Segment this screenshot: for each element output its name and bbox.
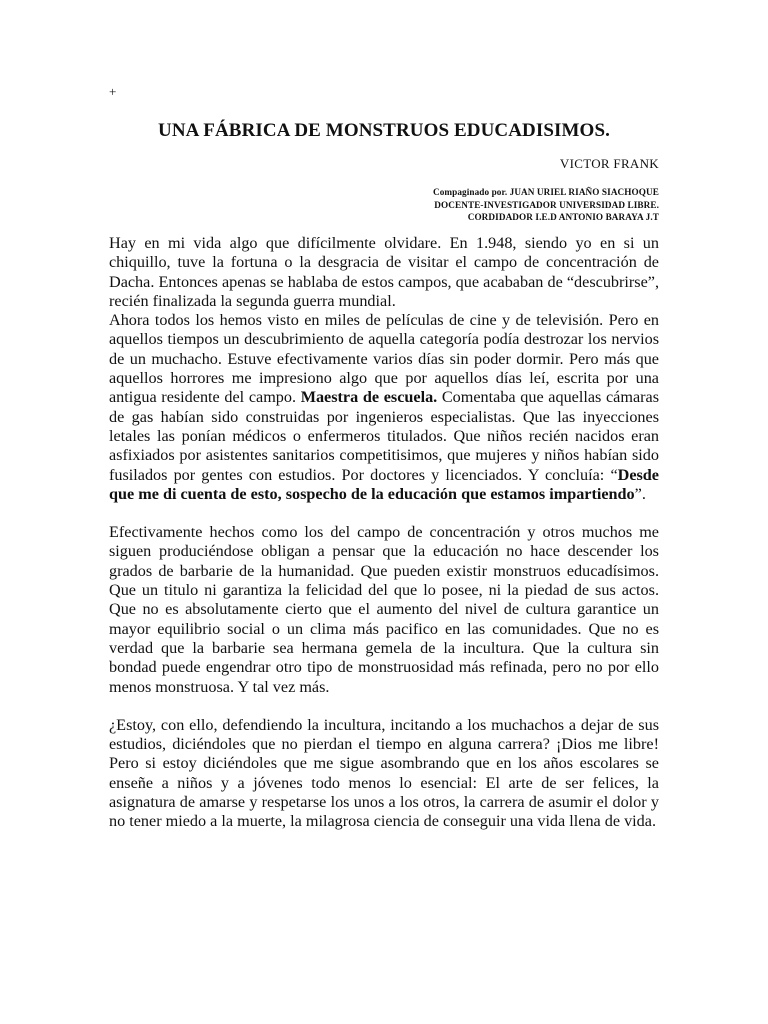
credit-line: Compaginado por. JUAN URIEL RIAÑO SIACHOQUE — [432, 187, 659, 197]
plus-mark: + — [109, 84, 117, 99]
credit-line: CORDIDADOR I.E.D ANTONIO BARAYA J.T — [467, 212, 659, 222]
author-name: VICTOR FRANK — [559, 156, 659, 171]
emphasis-text: Maestra de escuela. — [300, 388, 438, 407]
quote-emphasis: Desde que me di cuenta de esto, sospecho de la educación que estamos impartiendo — [109, 465, 659, 503]
paragraph-text: Ahora todos los hemos visto en miles de películas de cine y de televisión. Pero en aquellos tiempos un descubrimiento de aquella categoría podía destrozar los nervios de un muchacho. Estuve efectivamente varios días sin poder dormir. Pero más que aquellos horrores me impresiono algo que por aquellos días leí, escrita por una antigua residente del campo. — [109, 311, 659, 407]
paragraph-text: Comentaba que aquellas cámaras de gas habían sido construidas por ingenieros especialistas. Que las inyecciones letales las ponían médicos o enfermeros titulados. Que niños recién nacidos eran asfixiados por asistentes sanitarios competitisimos, que mujeres y niños habían sido fusilados por gentes con estudios. Por doctores y licenciados. Y concluía: “ — [109, 388, 659, 484]
paragraph — [109, 234, 659, 311]
paragraph — [109, 716, 659, 832]
paragraph — [109, 311, 659, 504]
compilation-credits — [433, 186, 659, 224]
paragraph-text: Hay en mi vida algo que difícilmente olvidare. En 1.948, siendo yo en si un chiquillo, tuve la fortuna o la desgracia de visitar el campo de concentración de Dacha. Entonces apenas se hablaba de estos campos, que acababan de “descubrirse”, recién finalizada la segunda guerra mundial. — [109, 234, 659, 310]
article-body — [109, 234, 659, 832]
paragraph — [109, 523, 659, 697]
credit-line: DOCENTE-INVESTIGADOR UNIVERSIDAD LIBRE. — [434, 199, 659, 210]
document-title: UNA FÁBRICA DE MONSTRUOS EDUCADISIMOS. — [158, 120, 610, 141]
paragraph-text: ”. — [634, 484, 646, 503]
paragraph-text: Efectivamente hechos como los del campo de concentración y otros muchos me siguen produciéndose obligan a pensar que la educación no hace descender los grados de barbarie de la humanidad. Que pueden existir monstruos educadísimos. Que un titulo ni garantiza la felicidad del que lo posee, ni la piedad de sus actos. Que no es absolutamente cierto que el aumento del nivel de cultura garantice un mayor equilibrio social o un clima más pacifico en las comunidades. Que no es verdad que la barbarie sea hermana gemela de la incultura. Que la cultura sin bondad puede engendrar otro tipo de monstruosidad más refinada, pero no por ello menos monstruosa. Y tal vez más. — [109, 523, 659, 696]
paragraph-text: ¿Estoy, con ello, defendiendo la incultura, incitando a los muchachos a dejar de sus estudios, diciéndoles que no pierdan el tiempo en alguna carrera? ¡Dios me libre! Pero si estoy diciéndoles que me sigue asombrando que en los años escolares se enseñe a niños y a jóvenes todo menos lo esencial: El arte de ser felices, la asignatura de amarse y respetarse los unos a los otros, la carrera de asumir el dolor y no tener miedo a la muerte, la milagrosa ciencia de conseguir una vida llena de vida. — [109, 715, 659, 831]
